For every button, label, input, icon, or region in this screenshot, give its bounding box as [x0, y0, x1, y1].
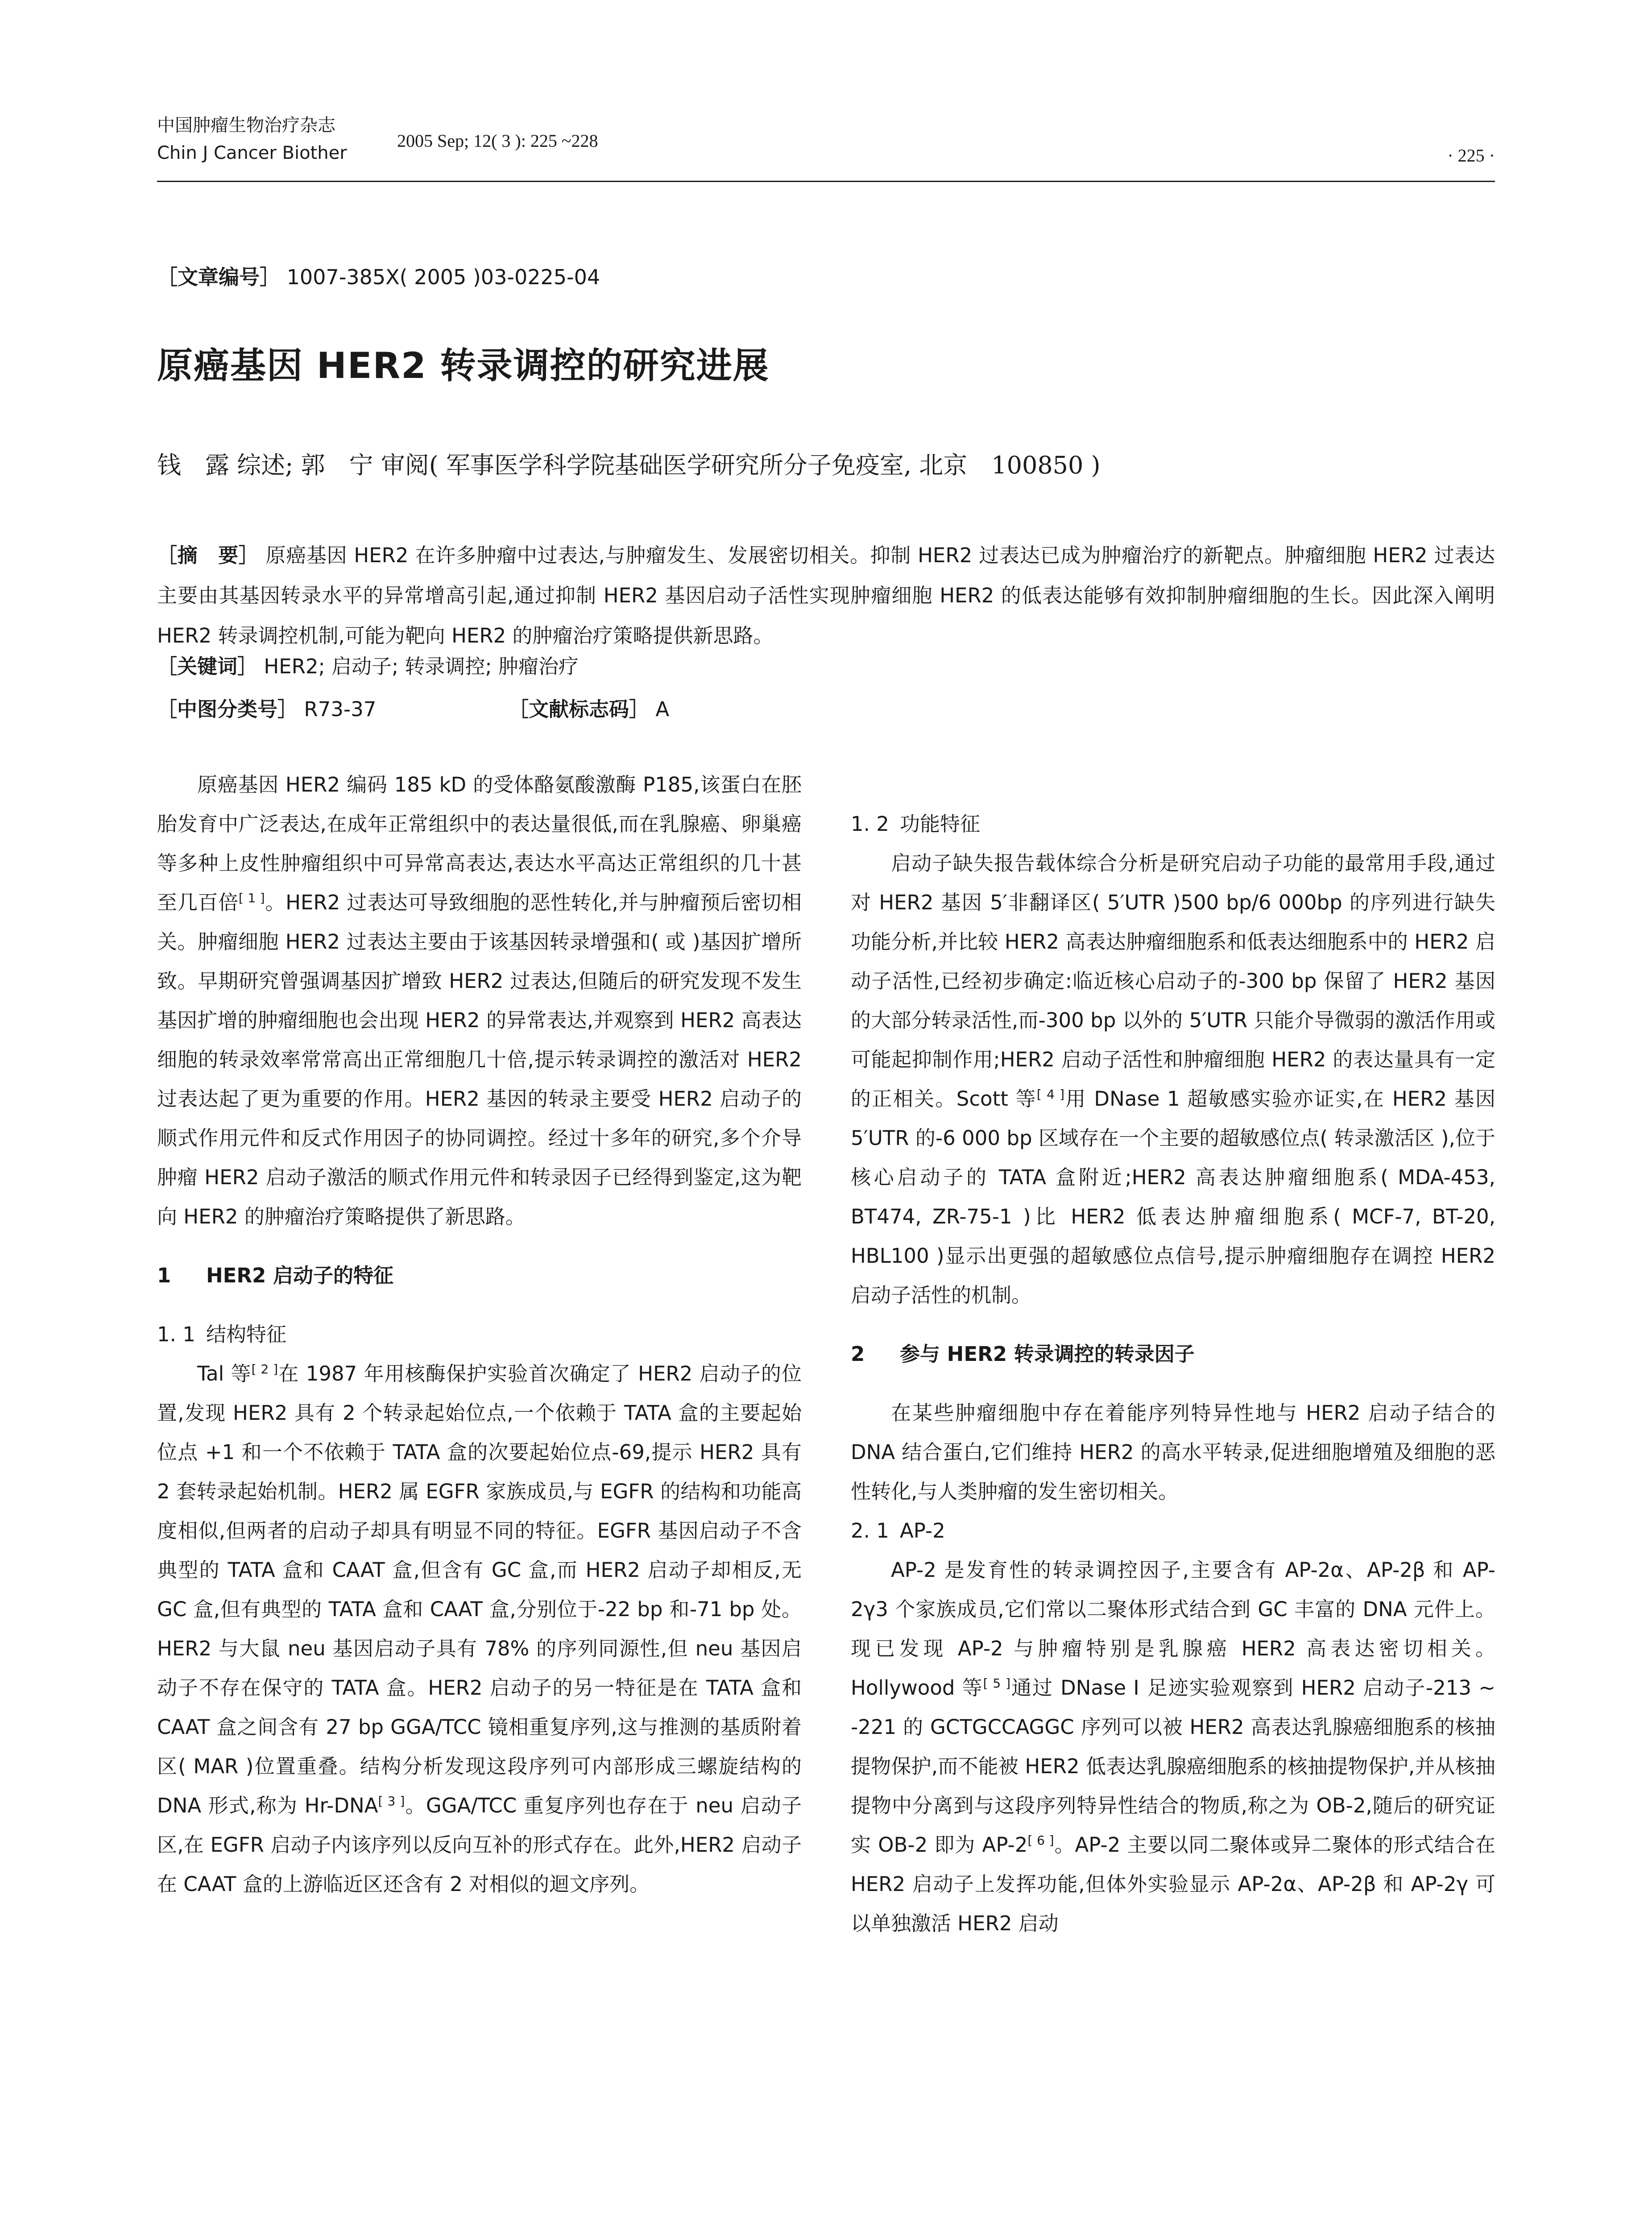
journal-name	[157, 112, 347, 167]
s2-1-text-a: AP-2 是发育性的转录调控因子,主要含有 AP-2α、AP-2β 和 AP-2γ3 个家族成员,它们常以二聚体形式结合到 GC 丰富的 DNA 元件上。现已发现 AP-2 与肿瘤特别是乳腺癌 HER2 高表达密切相关。Hollywood 等	[851, 1558, 1495, 1700]
s1-2-text-a: 启动子缺失报告载体综合分析是研究启动子功能的最常用手段,通过对 HER2 基因 5′非翻译区( 5′UTR )500 bp/6 000bp 的序列进行缺失功能分析,并比较 HER2 高表达肿瘤细胞系和低表达细胞系中的 HER2 启动子活性,已经初步确定:临近核心启动子的-300 bp 保留了 HER2 基因的大部分转录活性,而-300 bp 以外的 5′UTR 只能介导微弱的激活作用或可能起抑制作用;HER2 启动子活性和肿瘤细胞 HER2 的表达量具有一定的正相关。Scott 等	[851, 851, 1495, 1111]
journal-name-en: Chin J Cancer Biother	[157, 143, 347, 163]
article-number-value: 1007-385X( 2005 )03-0225-04	[286, 265, 600, 289]
abstract-text: 原癌基因 HER2 在许多肿瘤中过表达,与肿瘤发生、发展密切相关。抑制 HER2 过表达已成为肿瘤治疗的新靶点。肿瘤细胞 HER2 过表达主要由其基因转录水平的异常增高引起,通过抑制 HER2 基因启动子活性实现肿瘤细胞 HER2 的低表达能够有效抑制肿瘤细胞的生长。因此深入阐明 HER2 转录调控机制,可能为靶向 HER2 的肿瘤治疗策略提供新思路。	[157, 543, 1495, 647]
journal-issue: 2005 Sep; 12( 3 ): 225 ~228	[397, 131, 598, 151]
section-1-2-number: 1. 2	[851, 812, 889, 836]
document-code-label: ［文献标志码］	[509, 697, 650, 721]
section-1-1-heading	[157, 1315, 802, 1354]
section-2-1-heading	[851, 1511, 1495, 1551]
section-1-heading	[157, 1256, 802, 1295]
authors-line: 钱 露 综述; 郭 宁 审阅( 军事医学科学院基础医学研究所分子免疫室, 北京 100850 )	[157, 451, 1101, 479]
intro-text-a: 原癌基因 HER2 编码 185 kD 的受体酪氨酸激酶 P185,该蛋白在胚胎发育中广泛表达,在成年正常组织中的表达量很低,而在乳腺癌、卵巢癌等多种上皮性肿瘤组织中可异常高表达,表达水平高达正常组织的几十甚至几百倍	[157, 773, 802, 914]
abstract	[157, 535, 1495, 656]
section-1-title: HER2 启动子的特征	[206, 1264, 394, 1287]
keywords-text: HER2; 启动子; 转录调控; 肿瘤治疗	[264, 655, 579, 678]
section-1-1-number: 1. 1	[157, 1323, 195, 1346]
citation-1: [ 1 ]	[238, 891, 265, 905]
section-2-1-paragraph	[851, 1551, 1495, 1943]
classification-label: ［中图分类号］	[157, 697, 298, 721]
section-1-1-title: 结构特征	[206, 1323, 287, 1346]
section-2-paragraph: 在某些肿瘤细胞中存在着能序列特异性地与 HER2 启动子结合的 DNA 结合蛋白,它们维持 HER2 的高水平转录,促进细胞增殖及细胞的恶性转化,与人类肿瘤的发生密切相关。	[851, 1401, 1495, 1503]
section-1-2-paragraph	[851, 844, 1495, 1315]
section-1-1-paragraph	[157, 1354, 802, 1904]
body-column-right	[851, 765, 1495, 1943]
section-1-2-title: 功能特征	[900, 812, 981, 836]
journal-name-cn: 中国肿瘤生物治疗杂志	[157, 115, 335, 136]
page-number: · 225 ·	[1447, 145, 1495, 166]
s2-1-text-c: 。AP-2 主要以同二聚体或异二聚体的形式结合在 HER2 启动子上发挥功能,但体外实验显示 AP-2α、AP-2β 和 AP-2γ 可以单独激活 HER2 启动	[851, 1833, 1496, 1935]
citation-3: [ 3 ]	[378, 1794, 405, 1808]
article-number-label: ［文章编号］	[157, 265, 280, 289]
s1-1-text-c: 。GGA/TCC 重复序列也存在于 neu 启动子区,在 EGFR 启动子内该序列以反向互补的形式存在。此外,HER2 启动子在 CAAT 盒的上游临近区还含有 2 对相似的迴文序列。	[157, 1794, 802, 1896]
section-1-2-heading	[851, 804, 1495, 844]
classification-value: R73-37	[304, 697, 377, 721]
section-1-number: 1	[157, 1264, 171, 1287]
section-2-heading	[851, 1335, 1495, 1374]
s2-1-text-b: 通过 DNase Ⅰ 足迹实验观察到 HER2 启动子-213 ~ -221 的 GCTGCCAGGC 序列可以被 HER2 高表达乳腺癌细胞系的核抽提物保护,而不能被 HER2 低表达乳腺癌细胞系的核抽提物保护,并从核抽提物中分离到与这段序列特异性结合的物质,称之为 OB-2,随后的研究证实 OB-2 即为 AP-2	[851, 1676, 1495, 1857]
header-rule	[157, 181, 1495, 182]
column-continuation-spacer	[851, 765, 1495, 804]
section-2-number: 2	[851, 1342, 865, 1366]
intro-paragraph	[157, 765, 802, 1236]
citation-6: [ 6 ]	[1027, 1833, 1054, 1848]
article-number	[157, 261, 600, 290]
document-code-value: A	[655, 697, 670, 721]
document-code	[509, 693, 669, 722]
section-2-1-title: AP-2	[900, 1519, 945, 1543]
citation-2: [ 2 ]	[251, 1362, 278, 1377]
keywords	[157, 650, 579, 679]
abstract-label: ［摘 要］	[157, 543, 259, 567]
s1-1-text-a: Tal 等	[197, 1362, 252, 1385]
citation-5: [ 5 ]	[983, 1676, 1010, 1691]
citation-4: [ 4 ]	[1036, 1087, 1065, 1102]
keywords-label: ［关键词］	[157, 655, 258, 678]
article-title: 原癌基因 HER2 转录调控的研究进展	[157, 345, 770, 386]
classification-number	[157, 693, 376, 722]
s1-1-text-b: 在 1987 年用核酶保护实验首次确定了 HER2 启动子的位置,发现 HER2 具有 2 个转录起始位点,一个依赖于 TATA 盒的主要起始位点 +1 和一个不依赖于 TATA 盒的次要起始位点-69,提示 HER2 具有 2 套转录起始机制。HER2 属 EGFR 家族成员,与 EGFR 的结构和功能高度相似,但两者的启动子却具有明显不同的特征。EGFR 基因启动子不含典型的 TATA 盒和 CAAT 盒,但含有 GC 盒,而 HER2 启动子却相反,无 GC 盒,但有典型的 TATA 盒和 CAAT 盒,分别位于-22 bp 和-71 bp 处。HER2 与大鼠 neu 基因启动子具有 78% 的序列同源性,但 neu 基因启动子不存在保守的 TATA 盒。HER2 启动子的另一特征是在 TATA 盒和 CAAT 盒之间含有 27 bp GGA/TCC 镜相重复序列,这与推测的基质附着区( MAR )位置重叠。结构分析发现这段序列可内部形成三螺旋结构的 DNA 形式,称为 Hr-DNA	[157, 1362, 802, 1817]
intro-text-b: 。HER2 过表达可导致细胞的恶性转化,并与肿瘤预后密切相关。肿瘤细胞 HER2 过表达主要由于该基因转录增强和( 或 )基因扩增所致。早期研究曾强调基因扩增致 HER2 过表达,但随后的研究发现不发生基因扩增的肿瘤细胞也会出现 HER2 的异常表达,并观察到 HER2 高表达细胞的转录效率常常高出正常细胞几十倍,提示转录调控的激活对 HER2 过表达起了更为重要的作用。HER2 基因的转录主要受 HER2 启动子的顺式作用元件和反式作用因子的协同调控。经过十多年的研究,多个介导肿瘤 HER2 启动子激活的顺式作用元件和转录因子已经得到鉴定,这为靶向 HER2 的肿瘤治疗策略提供了新思路。	[157, 891, 802, 1228]
body-column-left	[157, 765, 802, 1904]
s1-2-text-b: 用 DNase 1 超敏感实验亦证实,在 HER2 基因 5′UTR 的-6 000 bp 区域存在一个主要的超敏感位点( 转录激活区 ),位于核心启动子的 TATA 盒附近;HER2 高表达肿瘤细胞系( MDA-453, BT474, ZR-75-1 )比 HER2 低表达肿瘤细胞系( MCF-7, BT-20, HBL100 )显示出更强的超敏感位点信号,提示肿瘤细胞存在调控 HER2 启动子活性的机制。	[851, 1087, 1495, 1307]
section-2-title: 参与 HER2 转录调控的转录因子	[900, 1342, 1195, 1366]
section-2-1-number: 2. 1	[851, 1519, 889, 1543]
